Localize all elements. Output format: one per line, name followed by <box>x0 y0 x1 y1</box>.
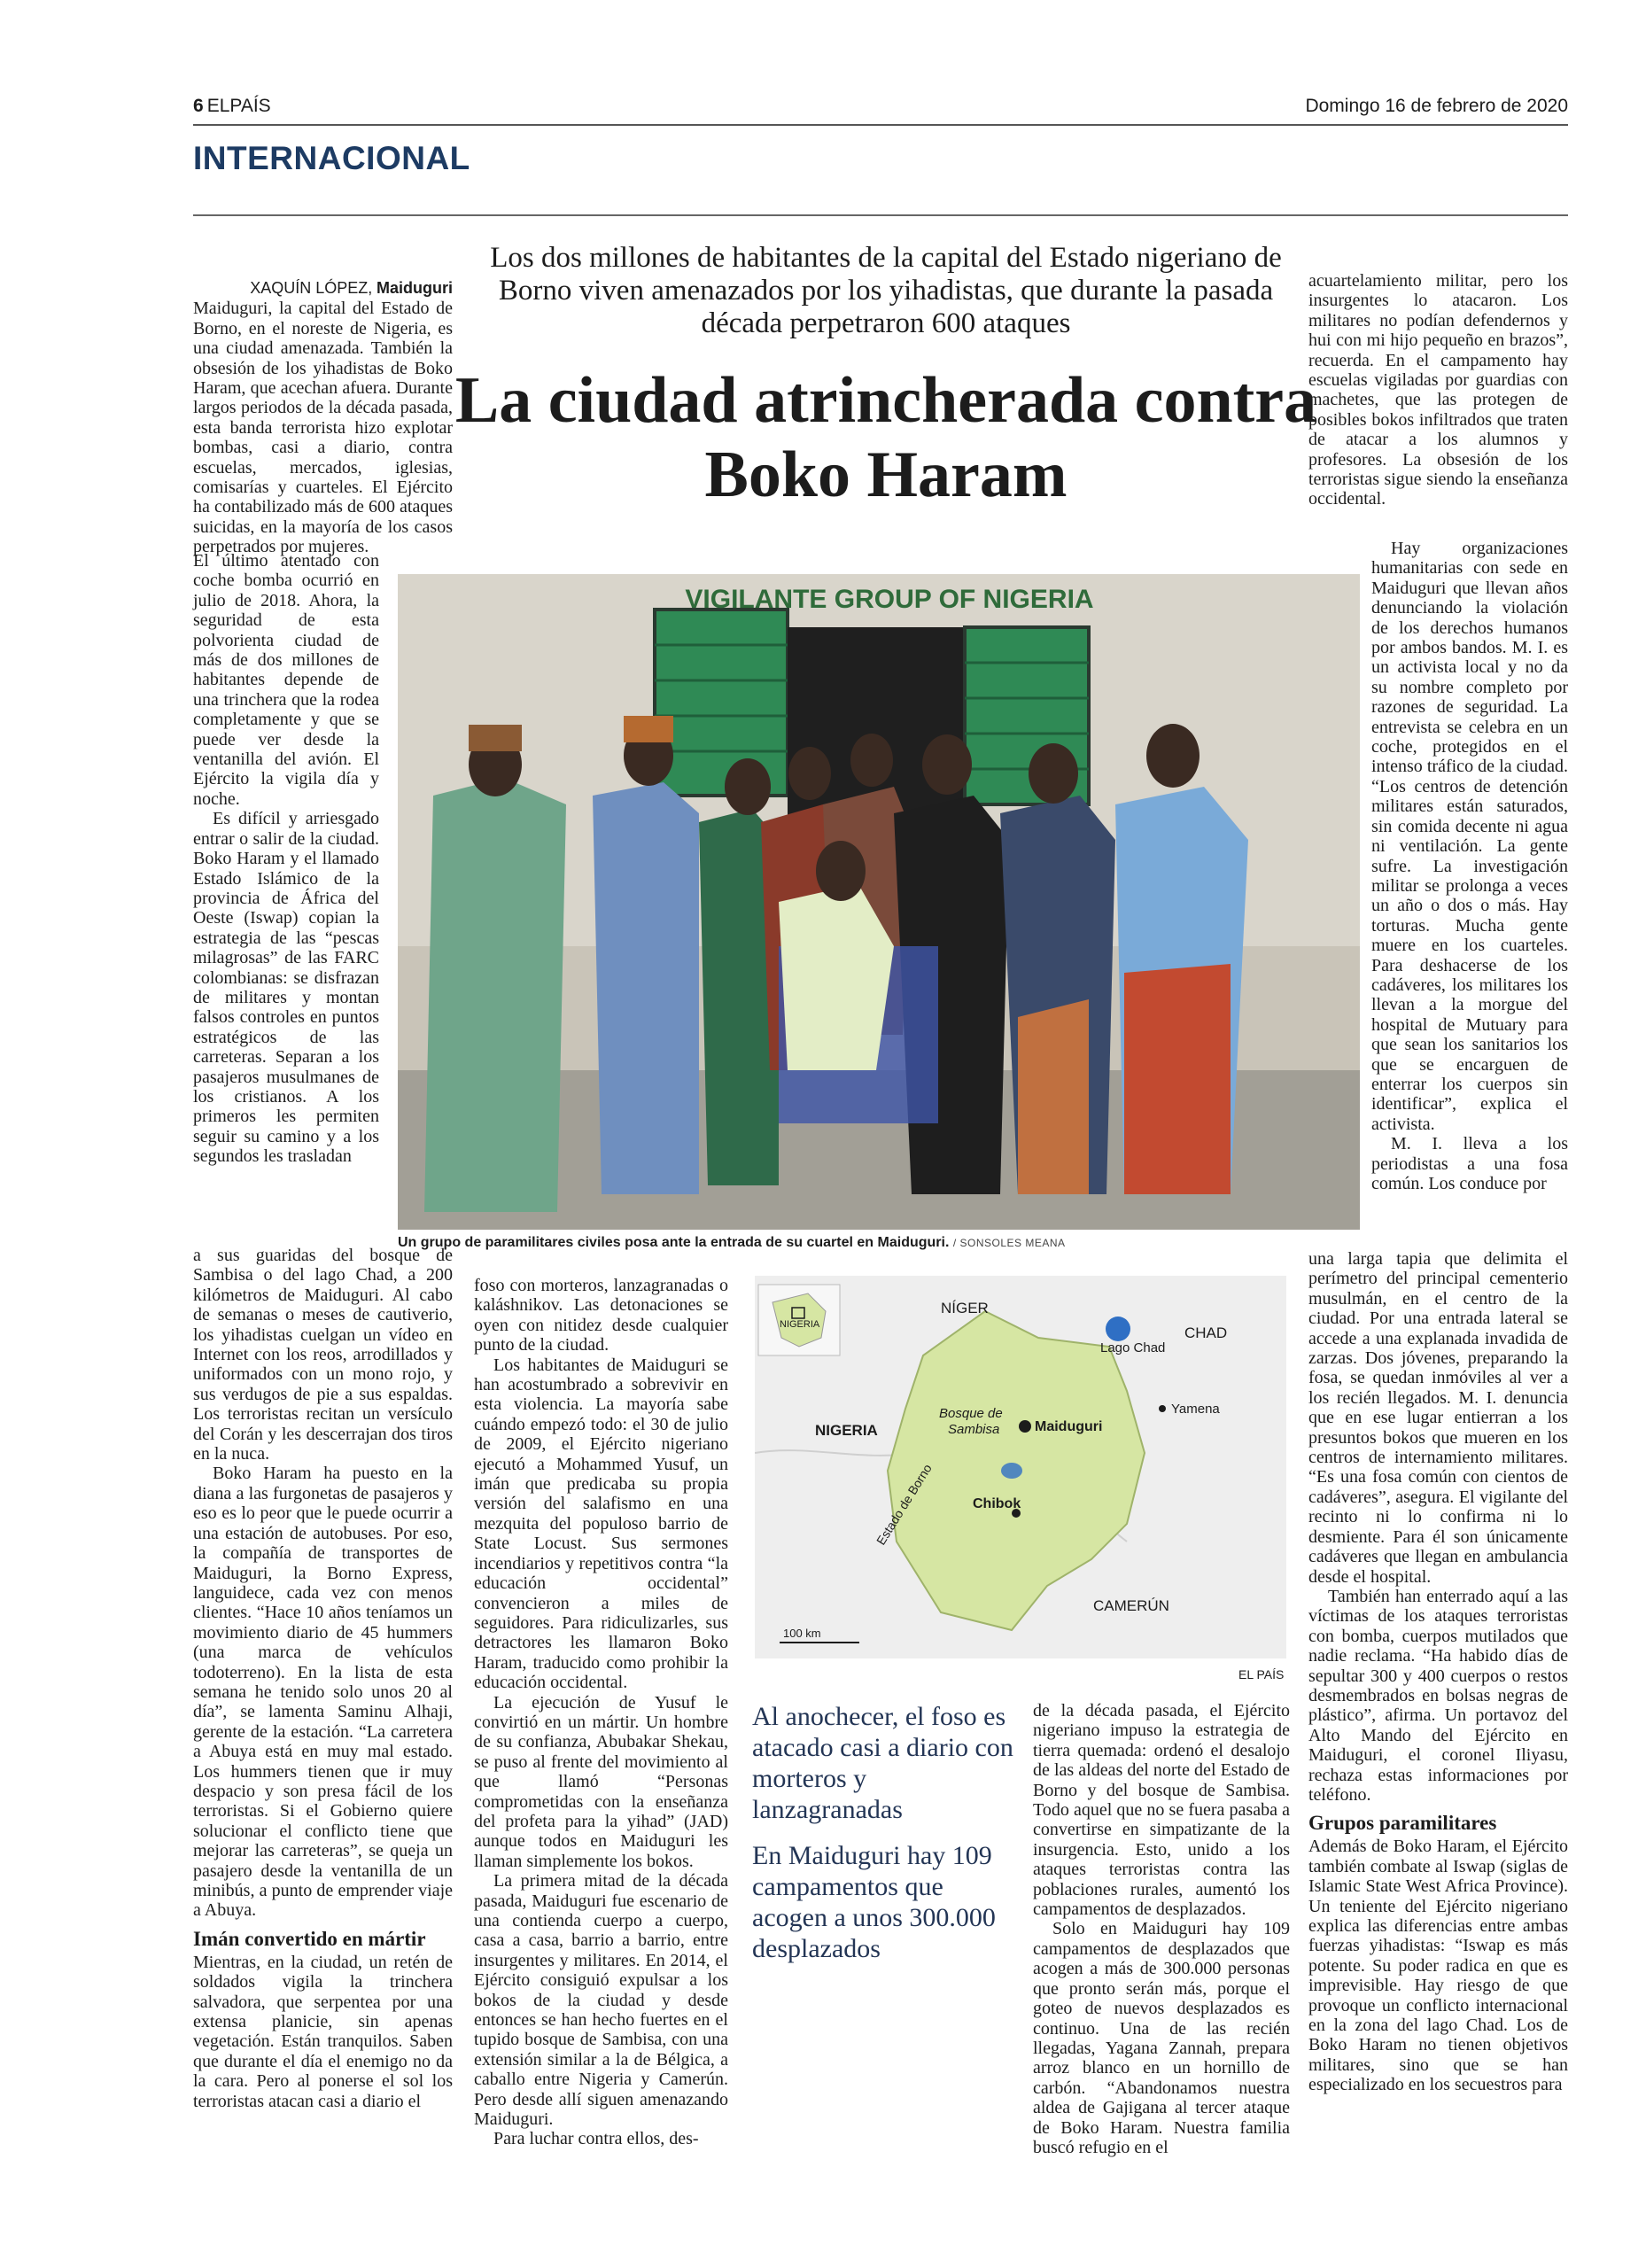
yamena-dot <box>1159 1405 1166 1412</box>
paragraph: El último atentado con coche bomba ocurrió en julio de 2018. Ahora, la seguridad de esta polvorienta ciudad de más de dos millones de habitantes depende de una trinchera que la rodea completamente y que se puede ver desde la ventanilla del avión. El Ejército la vigila día y noche. <box>193 551 379 809</box>
column-2 <box>474 1276 728 2149</box>
label-cameroon: CAMERÚN <box>1093 1597 1169 1614</box>
paragraph: Es difícil y arriesgado entrar o salir de la ciudad. Boko Haram y el llamado Estado Islámico de la provincia de África del Oeste (Iswap) copian la estrategia de las “pescas milagrosas” de las FARC colombianas: se disfrazan de militares y montan falsos controles en puntos estratégicos de las carreteras. Separan a los pasajeros musulmanes de los cristianos. A los primeros les permiten seguir su camino y a los segundos les trasladan <box>193 809 379 1167</box>
paragraph: a sus guaridas del bosque de Sambisa o del lago Chad, a 200 kilómetros de Maiduguri. Al cabo de semanas o meses de cautiverio, los yihadistas cuelgan un vídeo en Internet con los reos, arrodillados y uniformados con un mono rojo, y sus verdugos de pie a sus espaldas. Los terroristas recitan un versículo del Corán y les descerrajan dos tiros en la nuca. <box>193 1246 453 1464</box>
photo-credit: / SONSOLES MEANA <box>952 1237 1066 1249</box>
byline-place: Maiduguri <box>377 279 453 297</box>
paragraph: Maiduguri, la capital del Estado de Borno, en el noreste de Nigeria, es una ciudad amenazada. También la obsesión de los yihadistas de Boko Haram, que acechan afuera. Durante largos periodos de la década pasada, esta banda terrorista hizo explotar bombas, casi a diario, contra escuelas, mercados, iglesias, comisarías y cuarteles. El Ejército ha contabilizado más de 600 ataques suicidas, en la mayoría de los casos perpetrados por mujeres. <box>193 299 453 557</box>
paragraph: Para luchar contra ellos, des- <box>493 2129 699 2149</box>
header-rule <box>193 124 1568 126</box>
paragraph: También han enterrado aquí a las víctimas de los ataques terroristas con bomba, cuerpos mutilados que nadie reclama. “Ha habido días de sepultar 300 y 400 cuerpos o restos desmembrados en bolsas negras de plástico”, afirma. Un portavoz del Alto Mando del Ejército en Maiduguri, el coronel Iliyasu, rechaza estas informaciones por teléfono. <box>1308 1586 1568 1805</box>
paragraph: M. I. lleva a los periodistas a una fosa común. Los conduce por <box>1371 1134 1568 1193</box>
article-photo <box>398 574 1360 1230</box>
byline-author: XAQUÍN LÓPEZ, <box>250 279 373 297</box>
label-forest-2: Sambisa <box>948 1422 1000 1437</box>
caption-text: Un grupo de paramilitares civiles posa ante la entrada de su cuartel en Maiduguri. <box>398 1235 950 1250</box>
column-4-bottom <box>1308 1249 1568 2095</box>
paragraph: Hay organizaciones humanitarias con sede en Maiduguri que llevan años denunciando la violación de los derechos humanos por ambos bandos. M. I. es un activista local y no da su nombre completo por razones de seguridad. La entrevista se celebra en un coche, protegidos en el intenso tráfico de la ciudad. “Los centros de detención militares están saturados, sin comida decente ni agua ni ventilación. La gente sufre. La investigación militar se prolonga a veces un año o dos o más. Hay torturas. Mucha gente muere en los cuarteles. Para deshacerse de los cadáveres, los militares los llevan a la morgue del hospital de Mutuary para que sean los sanitarios los que se encarguen de enterrar los cuerpos sin identificar”, explica el activista. <box>1371 539 1568 1134</box>
article-headline: La ciudad atrincherada contra Boko Haram <box>454 364 1317 511</box>
column-3 <box>1033 1701 1290 2157</box>
subhead-iman: Imán convertido en mártir <box>193 1927 426 1950</box>
byline <box>193 278 453 299</box>
issue-date: Domingo 16 de febrero de 2020 <box>1305 96 1568 116</box>
paragraph: de la década pasada, el Ejército nigeriano impuso la estrategia de tierra quemada: ordenó el desalojo de las aldeas del norte del Estado de Borno y del bosque de Sambisa. Todo aquel que no se fuera pasaba a convertirse en simpatizante de la insurgencia. Esto, unido a los ataques terroristas contra las poblaciones rurales, aumentó los campamentos de desplazados. <box>1033 1701 1290 1920</box>
locator-map <box>755 1276 1286 1658</box>
label-niger: NÍGER <box>941 1300 989 1317</box>
paragraph: La primera mitad de la década pasada, Maiduguri fue escenario de una contienda cuerpo a cuerpo, casa a casa, barrio a barrio, entre insurgentes y militares. En 2014, el Ejército consiguió expulsar a los bokos de la ciudad y desde entonces se han hecho fuertes en el tupido bosque de Sambisa, con una extensión similar a la de Bélgica, a caballo entre Nigeria y Camerún. Pero desde allí siguen amenazando Maiduguri. <box>474 1871 728 2130</box>
map-credit: EL PAÍS <box>1238 1667 1285 1682</box>
paragraph: Los habitantes de Maiduguri se han acostumbrado a sobrevivir en esta violencia. La mayoría sabe cuándo empezó todo: el 30 de julio de 2009, el Ejército nigeriano ejecutó a Mohammed Yusuf, un imán que predicaba su propia versión del salafismo en una mezquita del populoso barrio de State Locust. Sus sermones incendiarios y repetitivos contra “la educación occidental” convencieron a miles de seguidores. Para ridiculizarles, sus detractores les llamaron Boko Haram, traducido como prohibir la educación occidental. <box>474 1355 728 1693</box>
label-lake: Lago Chad <box>1100 1340 1166 1355</box>
column-1-bottom <box>193 1246 453 2111</box>
photo-caption <box>398 1235 1360 1251</box>
folio <box>193 96 271 117</box>
section-rule <box>193 214 1568 216</box>
pull-quote-2: En Maiduguri hay 109 campamentos que acogen a unos 300.000 desplazados <box>752 1841 996 1963</box>
paragraph: La ejecución de Yusuf le convirtió en un mártir. Un hombre de su confianza, Abubakar Shekau, se puso al frente del movimiento al que llamó “Personas comprometidas con la enseñanza del profeta para la yihad” (JAD) aunque todos en Maiduguri les llaman simplemente los bokos. <box>474 1692 728 1871</box>
vigilante-sign-text: VIGILANTE GROUP OF NIGERIA <box>685 585 1094 614</box>
map-illustration <box>755 1276 1286 1658</box>
column-1-narrow <box>193 551 379 1167</box>
paragraph: foso con morteros, lanzagranadas o kaláshnikov. Las detonaciones se oyen con nitidez desde cualquier punto de la ciudad. <box>474 1276 728 1355</box>
paragraph: Solo en Maiduguri hay 109 campamentos de desplazados que acogen a más de 300.000 personas que pronto serán más, porque el goteo de nuevos desplazados es continuo. Una de las recién llegadas, Yagana Zannah, prepara arroz blanco en un hornillo de carbón. “Abandonamos nuestra aldea de Gajigana al tercer ataque de Boko Haram. Nuestra familia buscó refugio en el <box>1033 1919 1290 2157</box>
paper-name: ELPAÍS <box>206 96 271 116</box>
label-nigeria: NIGERIA <box>815 1422 878 1439</box>
paragraph: Además de Boko Haram, el Ejército también combate al Iswap (siglas de Islamic State West Africa Province). Un teniente del Ejército nigeriano explica las diferencias entre ambas fuerzas yihadistas: “Iswap es más potente. Su poder radica en que es imprevisible. Hay riesgo de que provoque un conflicto internacional en la zona del lago Chad. Los de Boko Haram no tienen objetivos militares, sino que se han especializado en los secuestros para <box>1308 1837 1568 2095</box>
page-number: 6 <box>193 96 204 116</box>
inset-label: NIGERIA <box>780 1319 820 1330</box>
label-forest-1: Bosque de <box>939 1406 1003 1421</box>
scale-label: 100 km <box>783 1627 821 1640</box>
subhead-paramilitares: Grupos paramilitares <box>1308 1812 1497 1835</box>
section-title: INTERNACIONAL <box>193 140 470 176</box>
label-chibok: Chibok <box>973 1496 1021 1511</box>
pull-quote-1: Al anochecer, el foso es atacado casi a diario con morteros y lanzagranadas <box>752 1702 1013 1824</box>
sambisa-forest-shape <box>1001 1463 1022 1479</box>
label-maiduguri: Maiduguri <box>1035 1419 1103 1434</box>
paragraph: acuartelamiento militar, pero los insurgentes lo atacaron. Los militares no podían defendernos y hui con mi hijo pequeño en brazos”, recuerda. En el campamento hay escuelas vigiladas por guardias con machetes, que las protegen de posibles bokos infiltrados que traten de atacar a los alumnos y profesores. La obsesión de los terroristas sigue siendo la enseñanza occidental. <box>1308 271 1568 509</box>
column-4-narrow <box>1371 539 1568 1193</box>
lake-chad-shape <box>1106 1317 1130 1341</box>
column-4-top <box>1308 271 1568 509</box>
label-chad: CHAD <box>1184 1324 1228 1341</box>
article-deck: Los dos millones de habitantes de la capital del Estado nigeriano de Borno viven amenazados por los yihadistas, que durante la pasada década perpetraron 600 ataques <box>490 242 1282 339</box>
maiduguri-dot <box>1019 1420 1031 1433</box>
label-borno-state: Estado de Borno <box>873 1461 935 1548</box>
label-yamena: Yamena <box>1171 1402 1220 1417</box>
paragraph: una larga tapia que delimita el perímetro del principal cementerio musulmán, en el centro de la ciudad. Por una entrada lateral se accede a una explanada invadida de zarzas. Dos jóvenes, preparando la fosa, se quedan inmóviles al ver a los recién llegados. M. I. denuncia que en ese lugar entierran a los presuntos bokos que mueren en los centros de internamiento militares. “Es una fosa común con cientos de cadáveres”, asegura. El vigilante del recinto ni lo confirma ni lo desmiente. Para él son únicamente cadáveres que llegan en ambulancia desde el hospital. <box>1308 1249 1568 1587</box>
column-1-top <box>193 278 453 557</box>
photo-illustration <box>398 574 1360 1230</box>
paragraph: Boko Haram ha puesto en la diana a las furgonetas de pasajeros y eso es lo peor que le puede ocurrir a una estación de autobuses. Por eso, la compañía de transportes de Maiduguri, la Borno Express, languidece, cada vez con menos clientes. “Hace 10 años teníamos un movimiento diario de 45 hummers (una marca de vehículos todoterreno). En la lista de esta semana he tenido solo unos 20 al día”, se lamenta Saminu Alhaji, gerente de la estación. “La carretera a Abuya está en muy mal estado. Los hummers tienen que ir muy despacio y son presa fácil de los terroristas. Si el Gobierno quiere solucionar el conflicto tiene que mejorar las carreteras”, se queja un pasajero desde la ventanilla de un minibús, a punto de emprender viaje a Abuya. <box>193 1464 453 1921</box>
paragraph: Mientras, en la ciudad, un retén de soldados vigila la trinchera salvadora, que serpentea por una extensa planicie, sin apenas vegetación. Están tranquilos. Saben que durante el día el enemigo no da la cara. Pero al ponerse el sol los terroristas atacan casi a diario el <box>193 1952 453 2111</box>
